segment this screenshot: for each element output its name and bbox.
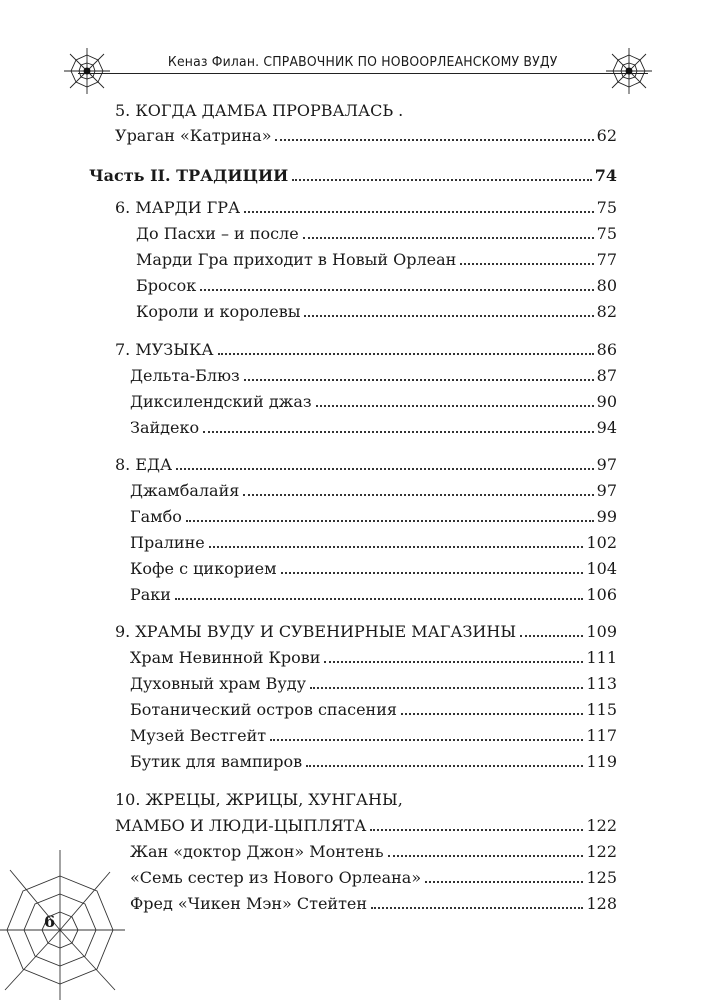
toc-entry[interactable]: Бутик для вампиров 119: [130, 752, 617, 771]
chapter-heading: 5. КОГДА ДАМБА ПРОРВАЛАСЬ .: [115, 101, 404, 120]
page-number: 6: [44, 912, 56, 931]
toc-chapter-entry[interactable]: 9. ХРАМЫ ВУДУ И СУВЕНИРНЫЕ МАГАЗИНЫ 109: [115, 622, 617, 641]
toc-chapter-entry[interactable]: 8. ЕДА 97: [115, 455, 617, 474]
toc-entry[interactable]: Марди Гра приходит в Новый Орлеан 77: [136, 250, 617, 269]
running-header-title: Кеназ Филан. СПРАВОЧНИК ПО НОВООРЛЕАНСКОМУ ВУДУ: [168, 54, 558, 70]
toc-entry[interactable]: Зайдеко 94: [130, 418, 617, 437]
toc-chapter-entry[interactable]: МАМБО И ЛЮДИ-ЦЫПЛЯТА 122: [115, 816, 617, 835]
toc-entry[interactable]: Жан «доктор Джон» Монтень 122: [130, 842, 617, 861]
toc-entry[interactable]: Фред «Чикен Мэн» Стейтен 128: [130, 894, 617, 913]
toc-entry[interactable]: Храм Невинной Крови 111: [130, 648, 617, 667]
toc-chapter-entry[interactable]: 6. МАРДИ ГРА 75: [115, 198, 617, 217]
toc-entry[interactable]: Гамбо 99: [130, 507, 617, 526]
toc-entry[interactable]: Короли и королевы 82: [136, 302, 617, 321]
toc-entry[interactable]: Духовный храм Вуду 113: [130, 674, 617, 693]
toc-entry[interactable]: Ботанический остров спасения 115: [130, 700, 617, 719]
spiderweb-icon: [604, 46, 654, 96]
toc-entry[interactable]: Джамбалайя 97: [130, 481, 617, 500]
toc-entry[interactable]: Дельта-Блюз 87: [130, 366, 617, 385]
toc-entry[interactable]: Пралине 102: [130, 533, 617, 552]
toc-entry[interactable]: Раки 106: [130, 585, 617, 604]
toc-entry[interactable]: «Семь сестер из Нового Орлеана» 125: [130, 868, 617, 887]
header-rule: [78, 73, 648, 74]
toc-entry[interactable]: Ураган «Катрина» 62: [115, 126, 617, 145]
toc-part-entry[interactable]: Часть II. ТРАДИЦИИ 74: [89, 166, 617, 185]
toc-entry[interactable]: Кофе с цикорием 104: [130, 559, 617, 578]
spiderweb-icon: [62, 46, 112, 96]
toc-entry[interactable]: До Пасхи – и после 75: [136, 224, 617, 243]
toc-chapter-entry[interactable]: 7. МУЗЫКА 86: [115, 340, 617, 359]
toc-entry[interactable]: Диксилендский джаз 90: [130, 392, 617, 411]
spiderweb-icon: [0, 850, 130, 1000]
running-header: [78, 51, 648, 73]
toc-entry[interactable]: Бросок 80: [136, 276, 617, 295]
toc-entry[interactable]: Музей Вестгейт 117: [130, 726, 617, 745]
chapter-heading: 10. ЖРЕЦЫ, ЖРИЦЫ, ХУНГАНЫ,: [115, 790, 403, 809]
